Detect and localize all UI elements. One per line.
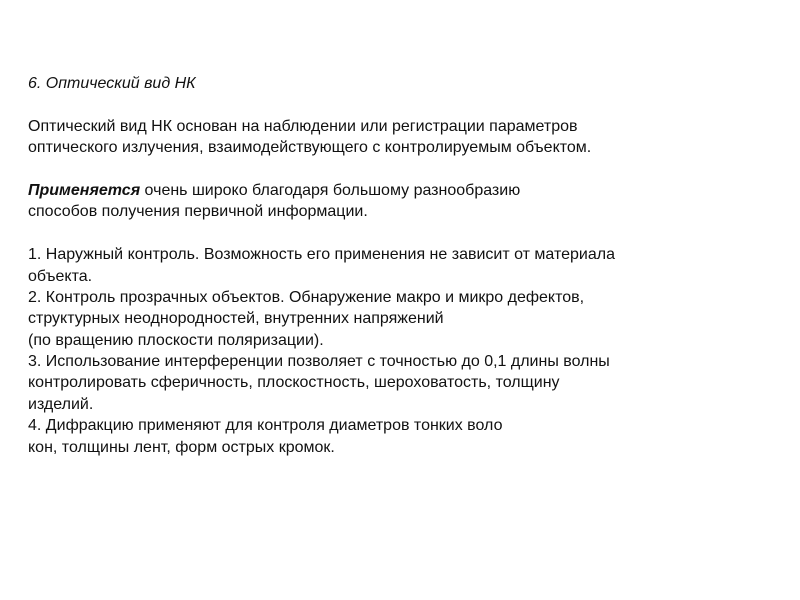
list-line: 4. Дифракцию применяют для контроля диаметров тонких воло <box>28 417 503 435</box>
text-block <box>28 73 788 458</box>
spacer <box>28 223 788 244</box>
list-line: 3. Использование интерференции позволяет с точностью до 0,1 длины волны <box>28 353 610 371</box>
list-line: изделий. <box>28 395 94 413</box>
list-line: 2. Контроль прозрачных объектов. Обнаружение макро и микро дефектов, <box>28 288 585 306</box>
list-line: (по вращению плоскости поляризации). <box>28 331 324 349</box>
applied-line <box>28 180 788 201</box>
applied-rest: очень широко благодаря большому разнообразию <box>140 181 521 199</box>
applied-line-2: способов получения первичной информации. <box>28 203 368 221</box>
slide-title: 6. Оптический вид НК <box>28 75 196 92</box>
intro-line: оптического излучения, взаимодействующего с контролируемым объектом. <box>28 139 592 157</box>
spacer <box>28 159 788 180</box>
spacer <box>28 94 788 115</box>
intro-line: Оптический вид НК основан на наблюдении или регистрации параметров <box>28 117 578 135</box>
list-line: структурных неоднородностей, внутренних напряжений <box>28 310 444 328</box>
list-line: кон, толщины лент, форм острых кромок. <box>28 438 335 456</box>
list-line: объекта. <box>28 267 93 285</box>
list-line: 1. Наружный контроль. Возможность его применения не зависит от материала <box>28 246 615 264</box>
applied-emphasis: Применяется <box>28 181 141 199</box>
list-line: контролировать сферичность, плоскостность, шероховатость, толщину <box>28 374 560 392</box>
